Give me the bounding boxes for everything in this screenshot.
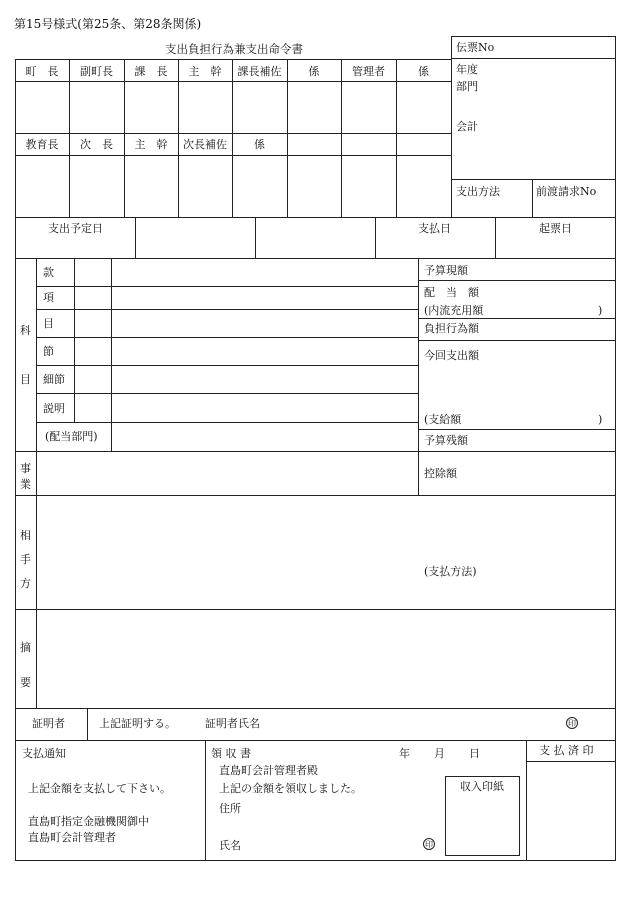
- allocated-amount-label: 配 当 額: [424, 286, 479, 299]
- approver-label: 係: [418, 65, 429, 78]
- setsumei-label: 説明: [43, 402, 65, 415]
- line: [15, 81, 451, 82]
- approver-label: 次長補佐: [183, 138, 227, 151]
- year-label: 年: [399, 747, 410, 760]
- approver-label: 副町長: [80, 65, 113, 78]
- name-label: 氏名: [219, 839, 241, 852]
- line: [15, 860, 616, 861]
- line: [205, 740, 206, 861]
- line: [36, 286, 418, 287]
- line: [526, 761, 616, 762]
- form-title: 支出負担行為兼支出命令書: [165, 42, 303, 56]
- advance-request-label: 前渡請求No: [536, 185, 597, 198]
- line: [451, 179, 616, 180]
- line: [36, 422, 418, 423]
- approver-label: 次 長: [80, 138, 113, 151]
- paid-stamp-label: 支 払 済 印: [539, 744, 594, 757]
- project-label-2: 業: [20, 478, 31, 491]
- line: [15, 258, 616, 259]
- seal-icon: 印: [425, 840, 433, 849]
- line: [15, 59, 451, 60]
- approver-label: 課長補佐: [237, 65, 282, 78]
- line: [74, 258, 75, 422]
- bank-name: 直島町指定金融機関御中: [28, 815, 149, 828]
- receipt-body: 上記の金額を領収しました。: [219, 782, 362, 795]
- certifier-label: 証明者: [32, 717, 65, 730]
- line: [375, 217, 376, 258]
- budget-balance-label: 予算残額: [424, 434, 468, 447]
- kan-label: 款: [43, 266, 54, 279]
- approver-label: 係: [254, 138, 265, 151]
- line: [15, 217, 616, 218]
- line: [135, 217, 136, 258]
- approver-label: 管理者: [352, 65, 385, 78]
- receipt-label: 領 収 書: [211, 747, 251, 760]
- line: [451, 58, 616, 59]
- payee-label-3: 方: [20, 577, 31, 590]
- line: [15, 451, 616, 452]
- payment-date-label: 支払日: [418, 222, 451, 235]
- kou-label: 項: [43, 291, 54, 304]
- planned-expenditure-date-label: 支出予定日: [48, 222, 103, 235]
- line: [451, 36, 452, 217]
- seal-icon: 印: [568, 719, 576, 728]
- day-label: 日: [469, 747, 480, 760]
- line: [36, 258, 37, 708]
- payee-label-1: 相: [20, 529, 31, 542]
- account-label: 会計: [456, 120, 478, 133]
- approver-label: 係: [308, 65, 320, 78]
- summary-label-1: 摘: [20, 641, 31, 654]
- line: [15, 155, 451, 156]
- subject-label-2: 目: [20, 373, 31, 386]
- close-paren: ): [598, 413, 603, 426]
- budget-amount-label: 予算現額: [424, 264, 468, 277]
- line: [451, 36, 616, 37]
- line: [15, 133, 451, 134]
- line: [418, 429, 616, 430]
- deduction-label: 控除額: [424, 467, 457, 480]
- accounting-manager: 直島町会計管理者: [28, 831, 116, 844]
- line: [396, 59, 397, 217]
- line: [36, 337, 418, 338]
- payment-method-note: (支払方法): [424, 565, 477, 578]
- address-label: 住所: [219, 802, 241, 815]
- form-number: 第15号様式(第25条、第28条関係): [14, 17, 202, 31]
- receipt-addressee: 直島町会計管理者殿: [219, 764, 318, 777]
- payment-notice-label: 支払通知: [22, 747, 66, 760]
- line: [87, 708, 88, 740]
- fiscal-year-label: 年度: [456, 63, 478, 76]
- line: [418, 280, 616, 281]
- subject-label-1: 科: [20, 324, 31, 337]
- allocation-dept-label: (配当部門): [45, 430, 98, 443]
- line: [69, 59, 70, 217]
- month-label: 月: [434, 747, 445, 760]
- issue-date-label: 起票日: [539, 222, 572, 235]
- line: [287, 59, 288, 217]
- line: [526, 740, 527, 861]
- line: [495, 217, 496, 258]
- line: [532, 179, 533, 217]
- line: [15, 708, 616, 709]
- payment-amount-label: (支給額: [424, 413, 462, 426]
- line: [36, 393, 418, 394]
- line: [36, 309, 418, 310]
- line: [15, 609, 616, 610]
- line: [418, 318, 616, 319]
- certifier-name-label: 証明者氏名: [205, 717, 260, 730]
- saisetsu-label: 細節: [43, 373, 65, 386]
- line: [15, 495, 616, 496]
- line: [418, 340, 616, 341]
- current-expenditure-label: 今回支出額: [424, 349, 479, 362]
- project-label-1: 事: [20, 462, 31, 475]
- line: [36, 365, 418, 366]
- approver-label: 課 長: [134, 65, 168, 78]
- summary-label-2: 要: [20, 676, 31, 689]
- payee-label-2: 手: [20, 553, 31, 566]
- line: [124, 59, 125, 217]
- close-paren: ): [598, 304, 603, 317]
- voucher-no-label: 伝票No: [456, 41, 495, 54]
- payment-method-label: 支出方法: [456, 185, 500, 198]
- line: [255, 217, 256, 258]
- line: [418, 258, 419, 496]
- moku-label: 目: [43, 317, 54, 330]
- line: [341, 59, 342, 217]
- setsu-label: 節: [43, 345, 54, 358]
- approver-label: 主 幹: [134, 138, 168, 151]
- approver-label: 主 幹: [188, 65, 222, 78]
- approver-label: 町 長: [25, 65, 59, 78]
- transfer-amount-label: (内流充用額: [424, 304, 484, 317]
- commitment-amount-label: 負担行為額: [424, 322, 479, 335]
- approver-label: 教育長: [25, 138, 59, 151]
- line: [232, 59, 233, 217]
- payment-notice-body: 上記金額を支払して下さい。: [28, 782, 171, 795]
- revenue-stamp-label: 収入印紙: [460, 780, 504, 793]
- certification-text: 上記証明する。: [99, 717, 176, 730]
- line: [615, 36, 616, 861]
- line: [178, 59, 179, 217]
- department-label: 部門: [456, 80, 478, 93]
